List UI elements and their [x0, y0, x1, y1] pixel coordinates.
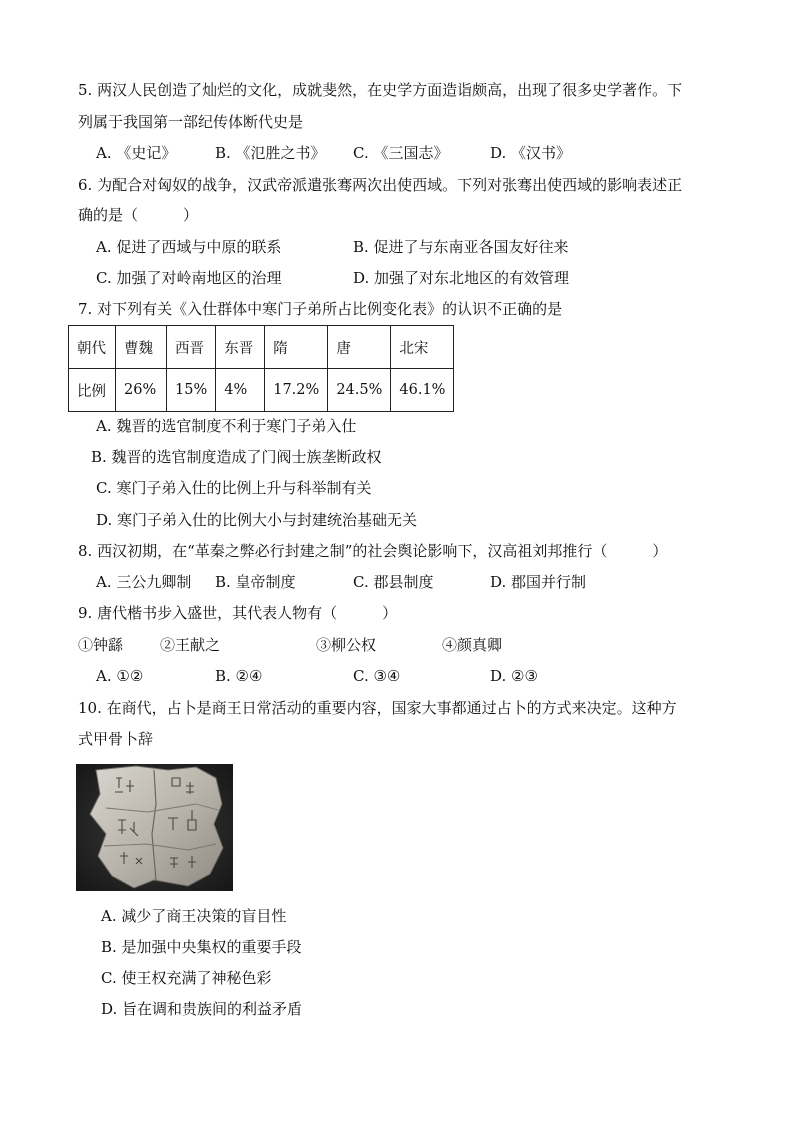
q9-item-3: ③柳公权 [316, 636, 377, 654]
q8-option-b[interactable]: B. 皇帝制度 [215, 573, 296, 591]
q9-option-d[interactable]: D. ②③ [490, 667, 538, 685]
q5-stem-line2: 列属于我国第一部纪传体断代史是 [78, 113, 304, 131]
q9-option-b[interactable]: B. ②④ [215, 667, 263, 685]
table-row-dynasty [69, 326, 454, 369]
table-cell: 比例 [69, 369, 116, 412]
table-cell: 朝代 [69, 326, 116, 369]
q8-option-d[interactable]: D. 郡国并行制 [490, 573, 587, 591]
q10-option-d[interactable]: D. 旨在调和贵族间的利益矛盾 [101, 1000, 303, 1018]
q9-item-2: ②王献之 [160, 636, 221, 654]
q9-option-a[interactable]: A. ①② [96, 667, 144, 685]
table-cell: 东晋 [216, 326, 265, 369]
q6-option-d[interactable]: D. 加强了对东北地区的有效管理 [353, 269, 570, 287]
ratio-table [68, 325, 454, 412]
q7-option-c[interactable]: C. 寒门子弟入仕的比例上升与科举制有关 [96, 479, 372, 497]
table-cell: 17.2% [265, 369, 328, 412]
oracle-bone-photo [76, 764, 233, 891]
table-cell: 4% [216, 369, 265, 412]
q8-option-a[interactable]: A. 三公九卿制 [96, 573, 192, 591]
q6-option-b[interactable]: B. 促进了与东南亚各国友好往来 [353, 238, 569, 256]
q7-option-b[interactable]: B. 魏晋的选官制度造成了门阀士族垄断政权 [91, 448, 382, 466]
table-cell: 唐 [328, 326, 391, 369]
q9-stem: 9. 唐代楷书步入盛世，其代表人物有（ ） [78, 604, 398, 622]
table-cell: 曹魏 [116, 326, 167, 369]
table-cell: 北宋 [391, 326, 454, 369]
table-cell: 26% [116, 369, 167, 412]
q6-stem-line2: 确的是（ ） [78, 206, 199, 224]
table-cell: 西晋 [167, 326, 216, 369]
q10-option-a[interactable]: A. 减少了商王决策的盲目性 [101, 907, 287, 925]
table-row-ratio [69, 369, 454, 412]
q8-stem: 8. 西汉初期，在“革秦之弊必行封建之制”的社会舆论影响下，汉高祖刘邦推行（ ） [78, 542, 668, 560]
q10-option-b[interactable]: B. 是加强中央集权的重要手段 [101, 938, 302, 956]
q5-option-b[interactable]: B. 《氾胜之书》 [215, 144, 326, 162]
q6-stem-line1: 6. 为配合对匈奴的战争，汉武帝派遣张骞两次出使西域。下列对张骞出使西域的影响表述正 [78, 176, 683, 194]
q5-stem-line1: 5. 两汉人民创造了灿烂的文化，成就斐然，在史学方面造诣颇高，出现了很多史学著作。下 [78, 81, 683, 99]
q7-option-a[interactable]: A. 魏晋的选官制度不利于寒门子弟入仕 [96, 417, 357, 435]
oracle-bone-illustration [76, 764, 233, 891]
q8-option-c[interactable]: C. 郡县制度 [353, 573, 434, 591]
q9-item-4: ④颜真卿 [442, 636, 503, 654]
q5-option-c[interactable]: C. 《三国志》 [353, 144, 449, 162]
table-cell: 24.5% [328, 369, 391, 412]
q7-stem: 7. 对下列有关《入仕群体中寒门子弟所占比例变化表》的认识不正确的是 [78, 300, 563, 318]
q10-stem-line2: 式甲骨卜辞 [78, 730, 154, 748]
q9-option-c[interactable]: C. ③④ [353, 667, 401, 685]
q5-option-a[interactable]: A. 《史记》 [96, 144, 177, 162]
table-cell: 隋 [265, 326, 328, 369]
q7-option-d[interactable]: D. 寒门子弟入仕的比例大小与封建统治基础无关 [96, 511, 418, 529]
q5-option-d[interactable]: D. 《汉书》 [490, 144, 572, 162]
q10-stem-line1: 10. 在商代，占卜是商王日常活动的重要内容，国家大事都通过占卜的方式来决定。这种方 [78, 699, 677, 717]
q6-option-c[interactable]: C. 加强了对岭南地区的治理 [96, 269, 282, 287]
q6-option-a[interactable]: A. 促进了西域与中原的联系 [96, 238, 282, 256]
q10-option-c[interactable]: C. 使王权充满了神秘色彩 [101, 969, 272, 987]
table-cell: 46.1% [391, 369, 454, 412]
table-cell: 15% [167, 369, 216, 412]
q9-item-1: ①钟繇 [78, 636, 124, 654]
